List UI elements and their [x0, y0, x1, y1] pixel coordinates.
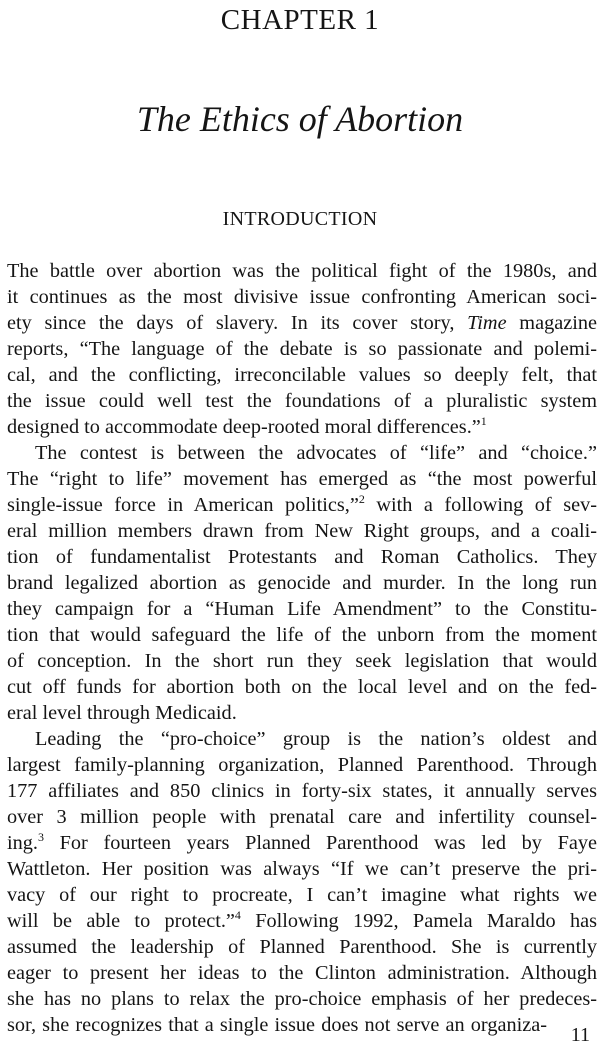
text-line: of conception. In the short run they seek legislation that would: [7, 650, 597, 672]
text-line: cut off funds for abortion both on the local level and on the fed-: [7, 676, 597, 698]
text-line: brand legalized abortion as genocide and murder. In the long run: [7, 572, 597, 594]
text-line: eager to present her ideas to the Clinton administration. Although: [7, 962, 597, 984]
text-span: will be able to protect.”: [7, 910, 235, 932]
text-line: [7, 492, 597, 518]
text-line: The battle over abortion was the political fight of the 1980s, and: [7, 260, 597, 282]
text-span: with a following of sev-: [364, 494, 597, 516]
text-line: the issue could well test the foundations of a pluralistic system: [7, 390, 597, 412]
text-span: ing.: [7, 832, 38, 854]
text-span: designed to accommodate deep-rooted moral differences.”: [7, 416, 481, 438]
text-line: cal, and the conflicting, irreconcilable values so deeply felt, that: [7, 364, 597, 386]
text-line: The “right to life” movement has emerged as “the most powerful: [7, 468, 597, 490]
text-line: Leading the “pro-choice” group is the nation’s oldest and: [35, 728, 597, 750]
text-line: [7, 414, 597, 440]
text-line: vacy of our right to procreate, I can’t imagine what rights we: [7, 884, 597, 906]
footnote-marker: 3: [38, 830, 44, 844]
chapter-title: The Ethics of Abortion: [136, 99, 464, 139]
text-line: it continues as the most divisive issue confronting American soci-: [7, 286, 597, 308]
text-line: tion of fundamentalist Protestants and Roman Catholics. They: [7, 546, 597, 568]
text-span: magazine: [519, 312, 597, 334]
text-line: over 3 million people with prenatal care and infertility counsel-: [7, 806, 597, 828]
footnote-marker: 2: [358, 492, 365, 506]
text-span: For fourteen years Planned Parenthood was led by Faye: [44, 832, 597, 854]
text-line: [7, 908, 597, 934]
chapter-label: CHAPTER 1: [220, 4, 380, 36]
text-span: single-issue force in American politics,”: [7, 494, 359, 516]
text-line: she has no plans to relax the pro-choice emphasis of her predeces-: [7, 988, 597, 1010]
page-number: 11: [570, 1024, 590, 1046]
text-line: reports, “The language of the debate is so passionate and polemi-: [7, 338, 597, 360]
footnote-marker: 1: [480, 414, 487, 428]
text-line: The contest is between the advocates of “life” and “choice.”: [35, 442, 597, 464]
text-line: assumed the leadership of Planned Parenthood. She is currently: [7, 936, 597, 958]
text-line: largest family-planning organization, Planned Parenthood. Through: [7, 754, 597, 776]
text-line: eral million members drawn from New Right groups, and a coali-: [7, 520, 597, 542]
text-line: Wattleton. Her position was always “If we can’t preserve the pri-: [7, 858, 597, 880]
text-span: Following 1992, Pamela Maraldo has: [240, 910, 597, 932]
text-span: ety since the days of slavery. In its cover story,: [7, 312, 455, 334]
text-line: 177 affiliates and 850 clinics in forty-six states, it annually serves: [7, 780, 597, 802]
footnote-marker: 4: [234, 908, 241, 922]
text-line: they campaign for a “Human Life Amendment” to the Constitu-: [7, 598, 597, 620]
text-line: [7, 830, 597, 856]
text-line: eral level through Medicaid.: [7, 702, 237, 724]
magazine-title: Time: [467, 312, 507, 334]
text-line: sor, she recognizes that a single issue does not serve an organiza-: [7, 1014, 547, 1036]
text-line: [7, 310, 597, 336]
section-heading: INTRODUCTION: [222, 208, 378, 230]
text-line: tion that would safeguard the life of the unborn from the moment: [7, 624, 597, 646]
